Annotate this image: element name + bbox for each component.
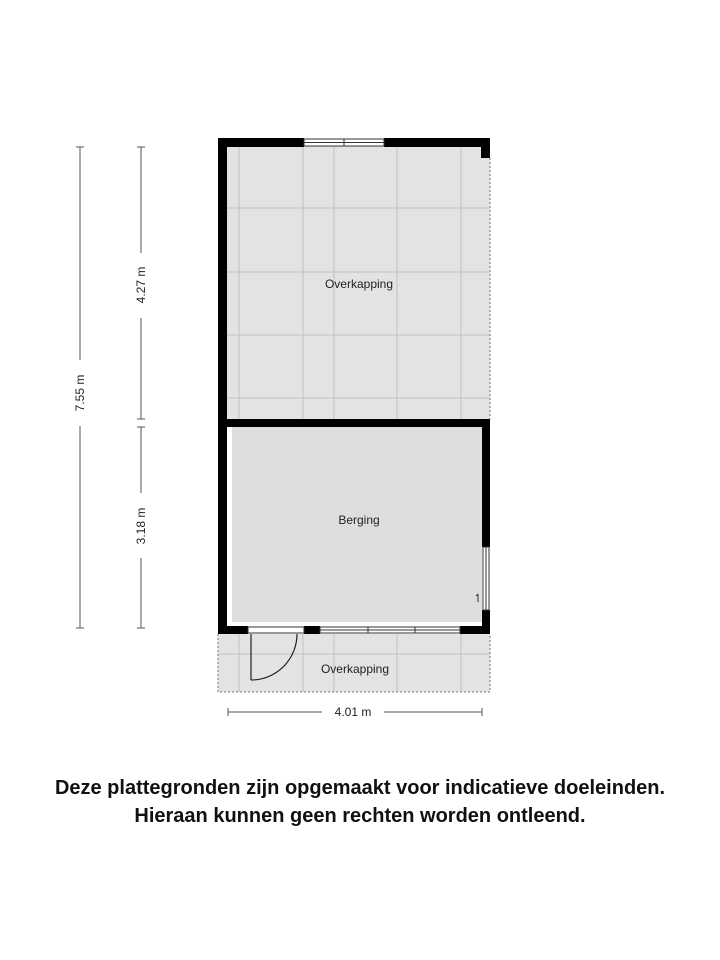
- top-window: [304, 139, 384, 146]
- room-label-berging: Berging: [338, 513, 380, 527]
- room-label-overkapping-bottom: Overkapping: [320, 662, 390, 676]
- side-window: [483, 547, 489, 610]
- dimension-label-upper-height: 4.27 m: [134, 266, 148, 304]
- disclaimer: [0, 774, 720, 830]
- dimension-label-lower-height: 3.18 m: [134, 507, 148, 545]
- dimension-label-width: 4.01 m: [334, 705, 372, 719]
- disclaimer-line-1: Deze plattegronden zijn opgemaakt voor indicatieve doeleinden.: [54, 777, 666, 799]
- bottom-windows: [320, 627, 460, 633]
- dimension-label-total-height: 7.55 m: [73, 374, 87, 412]
- disclaimer-line-2: Hieraan kunnen geen rechten worden ontleend.: [134, 805, 586, 827]
- room-label-overkapping-top: Overkapping: [324, 277, 394, 291]
